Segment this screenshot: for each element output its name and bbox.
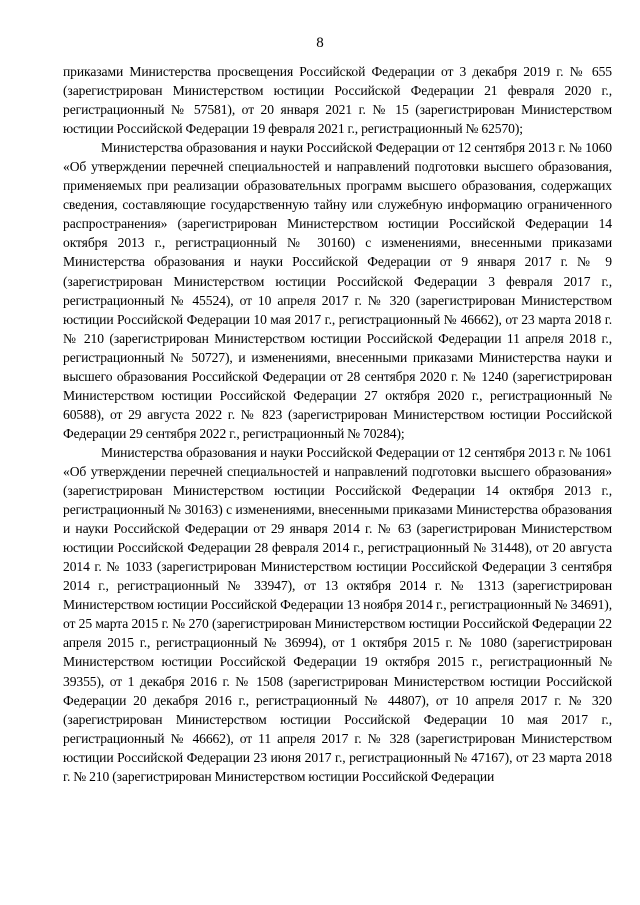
paragraph-order-1061: Министерства образования и науки Российской Федерации от 12 сентября 2013 г. № 1061 «Об утверждении перечней специальностей и направлений подготовки высшего образования» (зарегистрирован Министерством юстиции Российской Федерации 14 октября 2013 г., регистрационный № 30163) с изменениями, внесенными приказами Министерства образования и науки Российской Федерации от 29 января 2014 г. № 63 (зарегистрирован Министерством юстиции Российской Федерации 28 февраля 2014 г., регистрационный № 31448), от 20 августа 2014 г. № 1033 (зарегистрирован Министерством юстиции Российской Федерации 3 сентября 2014 г., регистрационный № 33947), от 13 октября 2014 г. № 1313 (зарегистрирован Министерством юстиции Российской Федерации 13 ноября 2014 г., регистрационный № 34691), от 25 марта 2015 г. № 270 (зарегистрирован Министерством юстиции Российской Федерации 22 апреля 2015 г., регистрационный № 36994), от 1 октября 2015 г. № 1080 (зарегистрирован Министерством юстиции Российской Федерации 19 октября 2015 г., регистрационный № 39355), от 1 декабря 2016 г. № 1508 (зарегистрирован Министерством юстиции Российской Федерации 20 декабря 2016 г., регистрационный № 44807), от 10 апреля 2017 г. № 320 (зарегистрирован Министерством юстиции Российской Федерации 10 мая 2017 г., регистрационный № 46662), от 11 апреля 2017 г. № 328 (зарегистрирован Министерством юстиции Российской Федерации 23 июня 2017 г., регистрационный № 47167), от 23 марта 2018 г. № 210 (зарегистрирован Министерством юстиции Российской Федерации [63,444,612,784]
paragraph-continuation: приказами Министерства просвещения Российской Федерации от 3 декабря 2019 г. № 655 (зарегистрирован Министерством юстиции Российской Федерации 21 февраля 2020 г., регистрационный № 57581), от 20 января 2021 г. № 15 (зарегистрирован Министерством юстиции Российской Федерации 19 февраля 2021 г., регистрационный № 62570); [63,64,612,137]
document-body [63,62,612,786]
page-number: 8 [316,35,324,51]
paragraph-order-1060: Министерства образования и науки Российской Федерации от 12 сентября 2013 г. № 1060 «Об утверждении перечней специальностей и направлений подготовки высшего образования, применяемых при реализации образовательных программ высшего образования, содержащих сведения, составляющие государственную тайну или служебную информацию ограниченного распространения» (зарегистрирован Министерством юстиции Российской Федерации 14 октября 2013 г., регистрационный № 30160) с изменениями, внесенными приказами Министерства образования и науки Российской Федерации от 9 января 2017 г. № 9 (зарегистрирован Министерством юстиции Российской Федерации 3 февраля 2017 г., регистрационный № 45524), от 10 апреля 2017 г. № 320 (зарегистрирован Министерством юстиции Российской Федерации 10 мая 2017 г., регистрационный № 46662), от 23 марта 2018 г. № 210 (зарегистрирован Министерством юстиции Российской Федерации 11 апреля 2018 г., регистрационный № 50727), и изменениями, внесенными приказами Министерства науки и высшего образования Российской Федерации от 28 сентября 2020 г. № 1240 (зарегистрирован Министерством юстиции Российской Федерации 27 октября 2020 г., регистрационный № 60588), от 29 августа 2022 г. № 823 (зарегистрирован Министерством юстиции Российской Федерации 29 сентября 2022 г., регистрационный № 70284); [63,140,612,441]
